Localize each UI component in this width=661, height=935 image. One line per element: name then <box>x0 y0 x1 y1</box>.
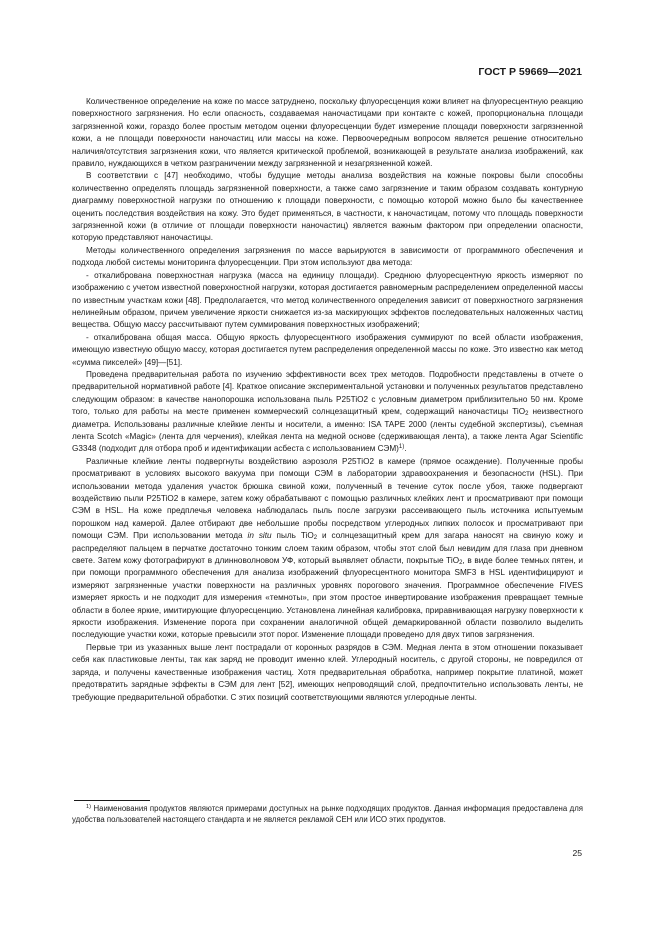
text-run: , в виде более темных пятен, и при помощи программного обеспечения для анализа изображений флуоресцентного монитора SMF3 в HSL идентифицируют и измеряют загрязненные участки поверхности на различных уровнях порогового значения. Программное обеспечение FIVES измеряет яркость и не подходит для измерения «темноты», при этом простое инвертирование изображения превращает темные области в более яркие, имитирующие флуоресценцию. Установлена линейная калибровка, приравнивающая нагрузку поверхности к яркости изображения. Изменение порога при сохранении аналогичной общей демаркированной области позволило выделить последующие участки кожи, которые превысили этот порог. Изменение площади проведено для двух типов загрязнения. <box>72 556 583 640</box>
paragraph-methods-intro: Методы количественного определения загрязнения по массе варьируются в зависимости от программного обеспечения и подхода любой системы мониторинга флуоресценции. При этом используют два метода: <box>72 245 583 268</box>
footnote-body: Наименования продуктов являются примерами доступных на рынке подходящих продуктов. Данная информация предоставлена для удобства пользователей настоящего стандарта и не является рекламой CEH или ИСО этих продуктов. <box>72 804 583 825</box>
list-item-surface-load: - откалиброванa поверхностная нагрузка (масса на единицу площади). Среднюю флуоресцентную яркость измеряют по изображению с учетом известной поверхностной нагрузки, которая достигается равномерным распределением определенной массы по известным участкам кожи [48]. Предполагается, что метод количественного определения зависит от поверхностного загрязнения нелинейным образом, причем увеличение яркости снижается из-за маскирующих эффектов последовательных наложенных частиц вещества. Общую массу рассчитывают путем суммирования поверхностных изображений; <box>72 270 583 330</box>
standard-code-header: ГОСТ Р 59669—2021 <box>478 66 582 78</box>
text-run: Проведена предварительная работа по изучению эффективности всех трех методов. Подробности представлены в отчете о предварительной нормативной работе [4]. Краткое описание экспериментальной установки и полученных результатов представлено следующим образом: в качестве нанопорошка использована пыль P25TiO2 с условным диаметром приблизительно 50 нм. Кроме того, только для работы на месте применен коммерческий солнцезащитный крем, содержащий наночастицы TiO <box>72 369 583 417</box>
text-run: пыль TiO <box>271 531 314 541</box>
footnote-divider <box>74 800 150 801</box>
subscript: 2 <box>313 535 318 542</box>
text-run: . <box>404 444 407 454</box>
footnote-marker: 1) <box>86 804 91 810</box>
subscript: 2 <box>525 411 529 418</box>
paragraph-preliminary-work <box>72 369 583 456</box>
text-run: неизвестного диаметра. Использованы различные клейкие ленты и носители, а именно: ISA TAPE 2000 (ленты судебной экспертизы), съемная лента Scotch «Magic» (лента для черчения), клейкая лента на медной основе (сдерживающая лента), а также лента Agar Scientific G3348 (подходит для отбора проб и идентификации асбеста с использованием СЭМ) <box>72 407 583 454</box>
subscript: 2 <box>459 560 463 567</box>
paragraph-future-methods: В соответствии с [47] необходимо, чтобы будущие методы анализа воздействия на кожные покровы были способны количественно определять площадь загрязненной поверхности, а также само загрязнение и таким образом создавать контурную диаграмму поверхностной нагрузки по отношению к площади поверхности, с помощью которой можно было бы качественнее оценить последствия воздействия на кожу. Это будет применяться, в частности, к наночастицам, потому что площадь поверхности загрязненной кожи (в отличие от площади поверхности наночастиц) является важным фактором при определении опасности, которую представляют наночастицы. <box>72 171 583 243</box>
paragraph-skin-quantification: Количественное определение на коже по массе затруднено, поскольку флуоресценция кожи влияет на флуоресцентную реакцию поверхностного загрязнения. Но если опасность, создаваемая наночастицами при контакте с кожей, пропорциональна площади загрязненной кожи, гораздо более простым методом оценки флуоресценции будет измерение площади поверхности загрязненной кожи, а не площади поверхности наночастиц или массы на коже. Первоочередным вопросом является решение относительно наличия/отсутствия загрязнения кожи, что является критической проблемой, возникающей в результате анализа изображений, как правило, нуждающихся в четком разграничении между загрязненной и незагрязненной кожей. <box>72 97 583 169</box>
paragraph-adhesive-tapes <box>72 456 583 642</box>
list-item-total-mass: - откалиброванa общая масса. Общую яркость флуоресцентного изображения суммируют по всей области изображения, имеющую известную общую массу, которая достигается путем распределения определенной массы по коже. Это известно как метод «сумма пикселей» [49]—[51]. <box>72 332 583 367</box>
paragraph-corona-discharge: Первые три из указанных выше лент пострадали от коронных разрядов в СЭМ. Медная лента в этом отношении показывает себя как пластиковые ленты, так как заряд не проводит именно клей. Углеродный носитель, с другой стороны, не повредился от заряда, и получены качественные изображения частиц. Хотя предварительная обработка, например покрытие платиной, может предотвратить зарядные эффекты в СЭМ для лент [52], имеющих непроводящий слой, предпочтительно использовать ленты, не требующие предварительной обработки. С этих позиций соответствующими являются углеродные ленты. <box>72 642 583 702</box>
footnote <box>72 803 583 825</box>
text-run: Различные клейкие ленты подвергнуты воздействию аэрозоля P25TiO2 в камере (прямое осаждение). Полученные пробы просматривают в условиях высокого вакуума при помощи СЭМ в лаборатории здравоохранения и безопасности (HSL). При использовании метода удаления участок брюшка свиной кожи, полученный в течение суток после убоя, также подвергают воздействию пыли P25TiO2 в камере, затем кожу обрабатывают с помощью различных клейких лент и просматривают при помощи СЭМ в HSL. На коже предплечья человека наблюдалась пыль после загрузки рассеивающего пыль источника испытуемым порошком над камерой. Далее отбирают две небольшие пробы посредством углеродных липких полосок и просматривают при помощи СЭМ. При использовании метода <box>72 456 583 541</box>
italic-term: in situ <box>247 531 272 541</box>
page-number: 25 <box>572 848 582 858</box>
footnote-text <box>72 803 583 825</box>
footnote-ref: 1) <box>398 444 405 451</box>
body-text <box>72 96 583 704</box>
text-run: и солнцезащитный крем для загара наносят на свиную кожу и распределяют пальцем в перчатке достаточно тонким слоем таким образом, чтобы этот слой был невидим для глаза при дневном свете. Затем кожу фотографируют в длинноволновом УФ, который выявляет области, покрытые TiO <box>72 531 583 566</box>
